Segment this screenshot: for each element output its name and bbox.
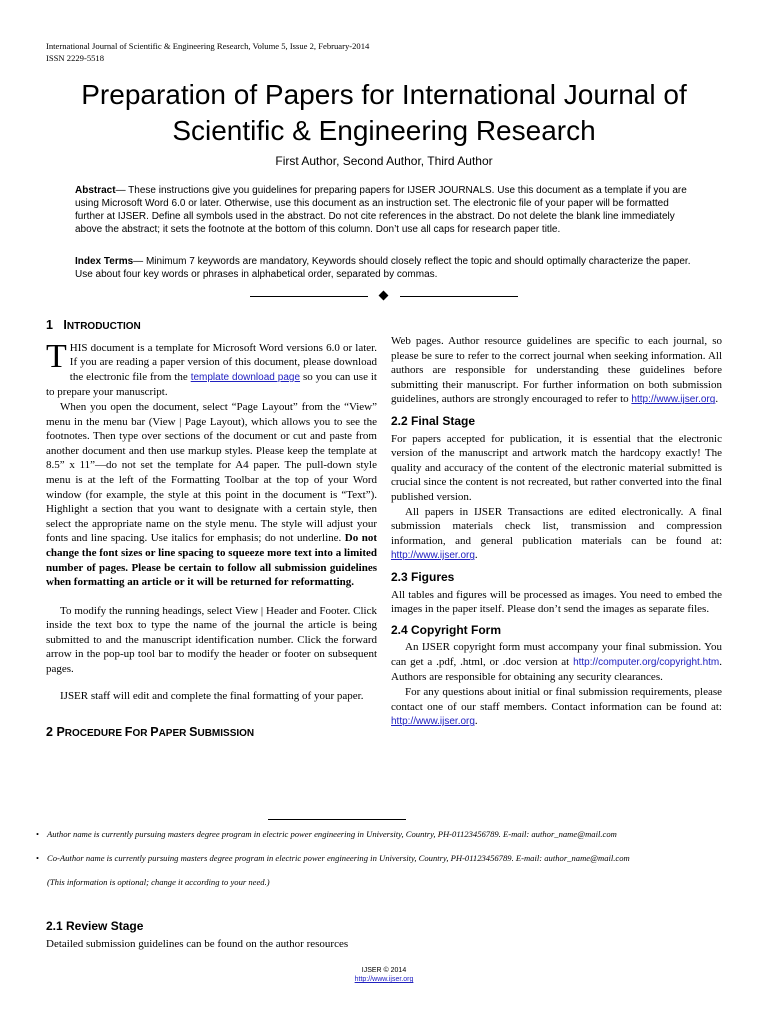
right-paragraph-1: Web pages. Author resource guidelines are specific to each journal, so please be sure to refer to the correct journal when seeking information. All authors are responsible for understanding these guidelines before submitting their manuscript. For further information on both submission guidelines, authors are strongly encouraged to refer to http://www.ijser.org.: [391, 335, 722, 406]
index-terms-label: Index Terms: [75, 256, 134, 267]
bullet-icon: •: [36, 829, 40, 839]
abstract-label: Abstract: [75, 185, 116, 196]
footer-url-link[interactable]: http://www.ijser.org: [354, 976, 414, 983]
abstract: [75, 184, 695, 236]
left-column: [46, 318, 377, 742]
footnote-1: • Author name is currently pursuing masters degree program in electric power engineering in University, Country, PH-01123456789. E-mail: author_name@mail.com: [36, 829, 617, 839]
intro-paragraph-4: IJSER staff will edit and complete the final formatting of your paper.: [60, 689, 364, 702]
separator-right-line: [400, 296, 518, 297]
final-stage-paragraph-1: For papers accepted for publication, it is essential that the electronic version of the manuscript and artwork match the hardcopy exactly! The quality and accuracy of the content of the electronic material submitted is crucial since the content is not recreated, but rather converted into the final published version.: [391, 432, 722, 503]
copyright-link[interactable]: http://computer.org/copyright.htm: [573, 656, 720, 668]
abstract-text: — These instructions give you guidelines for preparing papers for IJSER JOURNALS. Use this document as a template if you are using Microsoft Word 6.0 or later. Otherwise, use this document as an instruction set. The electronic file of your paper will be formatted further at IJSER. Define all symbols used in the abstract. Do not cite references in the abstract. Do not delete the blank line immediately above the abstract; it sets the footnote at the bottom of this column. Don’t use all caps for research paper title.: [75, 185, 687, 235]
intro-paragraph-1: THIS document is a template for Microsoft Word versions 6.0 or later. If you are reading a paper version of this document, please download the electronic file from the template download page so you can use it to prepare your manuscript.: [46, 337, 377, 399]
ijser-link-1[interactable]: http://www.ijser.org: [631, 394, 716, 406]
bullet-icon: •: [36, 853, 40, 863]
journal-line: International Journal of Scientific & Engineering Research, Volume 5, Issue 2, February-2014: [46, 41, 370, 51]
section-1-heading: 1 INTRODUCTION: [46, 318, 141, 332]
right-column: [391, 334, 722, 730]
diamond-icon: [379, 291, 389, 301]
index-terms-text: — Minimum 7 keywords are mandatory, Keywords should closely reflect the topic and should optimally characterize the paper. Use about four key words or phrases in alphabetical order, separated by commas.: [75, 256, 691, 280]
copyright-paragraph-1: An IJSER copyright form must accompany your final submission. You can get a .pdf, .html, or .doc version at http://computer.org/copyright.htm. Authors are responsible for obtaining any security clearances.: [391, 641, 722, 684]
intro-paragraph-2: When you open the document, select “Page Layout” from the “View” menu in the menu bar (View | Page Layout), which allows you to see the footnotes. Then type over sections of the document or cut and paste from another document and then use markup styles. Please keep the template at 8.5” x 11”—do not set the template for A4 paper. The pull-down style menu is at the left of the Formatting Toolbar at the top of your Word window (for example, the style at this point in the document is “Text”). Highlight a section that you want to designate with a certain style, then select the appropriate name on the style menu. The style will adjust your fonts and line spacing. Use italics for emphasis; do not underline. Do not change the font sizes or line spacing to squeeze more text into a limited number of pages. Please be certain to follow all submission guidelines when formatting an article or it will be returned for reformatting.: [46, 400, 377, 589]
review-stage-text: Detailed submission guidelines can be found on the author resources: [46, 938, 349, 950]
intro-paragraph-3: To modify the running headings, select View | Header and Footer. Click inside the text box to type the name of the journal the article is being submitted to and the manuscript identification number. Click the forward arrow in the pop-up tool bar to modify the header or footer on subsequent pages.: [46, 604, 377, 676]
subsection-copyright: 2.4 Copyright Form: [391, 622, 502, 637]
separator-left-line: [250, 296, 368, 297]
footnote-2: • Co-Author name is currently pursuing masters degree program in electric power engineering in University, Country, PH-01123456789. E-mail: author_name@mail.com: [36, 853, 630, 863]
footer-url-wrap: [0, 976, 768, 983]
copyright-paragraph-2: For any questions about initial or final submission requirements, please contact one of our staff members. Contact information can be found at: http://www.ijser.org.: [391, 686, 722, 728]
drop-cap: T: [46, 337, 67, 375]
subsection-review-stage: 2.1 Review Stage: [46, 919, 144, 933]
paper-title: [0, 77, 768, 149]
index-terms: [75, 255, 695, 281]
footnote-3: (This information is optional; change it according to your need.): [47, 877, 270, 887]
authors: First Author, Second Author, Third Author: [275, 154, 493, 168]
running-header: [46, 40, 369, 64]
section-2-heading: 2 PROCEDURE FOR PAPER SUBMISSION: [46, 725, 255, 740]
footnote-rule: [268, 819, 406, 820]
ijser-link-2[interactable]: http://www.ijser.org: [391, 550, 475, 562]
title-line-2: Scientific & Engineering Research: [172, 115, 596, 146]
subsection-figures: 2.3 Figures: [391, 569, 455, 584]
template-download-link[interactable]: template download page: [190, 371, 301, 383]
title-line-1: Preparation of Papers for International Journal of: [81, 79, 687, 110]
subsection-final-stage: 2.2 Final Stage: [391, 413, 476, 428]
footer-copyright: IJSER © 2014: [361, 967, 407, 974]
final-stage-paragraph-2: All papers in IJSER Transactions are edited electronically. A final submission materials check list, transmission and compression information, and general publication materials can be found at: http://www.ijser.org.: [391, 505, 722, 562]
section-separator: [250, 291, 518, 303]
bold-warning: Do not change the font sizes or line spacing to squeeze more text into a limited number of pages. Please be certain to follow all submission guidelines when formatting an article or it will be returned for reformatting.: [46, 532, 377, 589]
issn: ISSN 2229-5518: [46, 53, 105, 63]
ijser-link-3[interactable]: http://www.ijser.org: [391, 716, 475, 728]
figures-paragraph: All tables and figures will be processed as images. You need to embed the images in the paper itself. Please don’t send the images as separate files.: [391, 588, 722, 616]
